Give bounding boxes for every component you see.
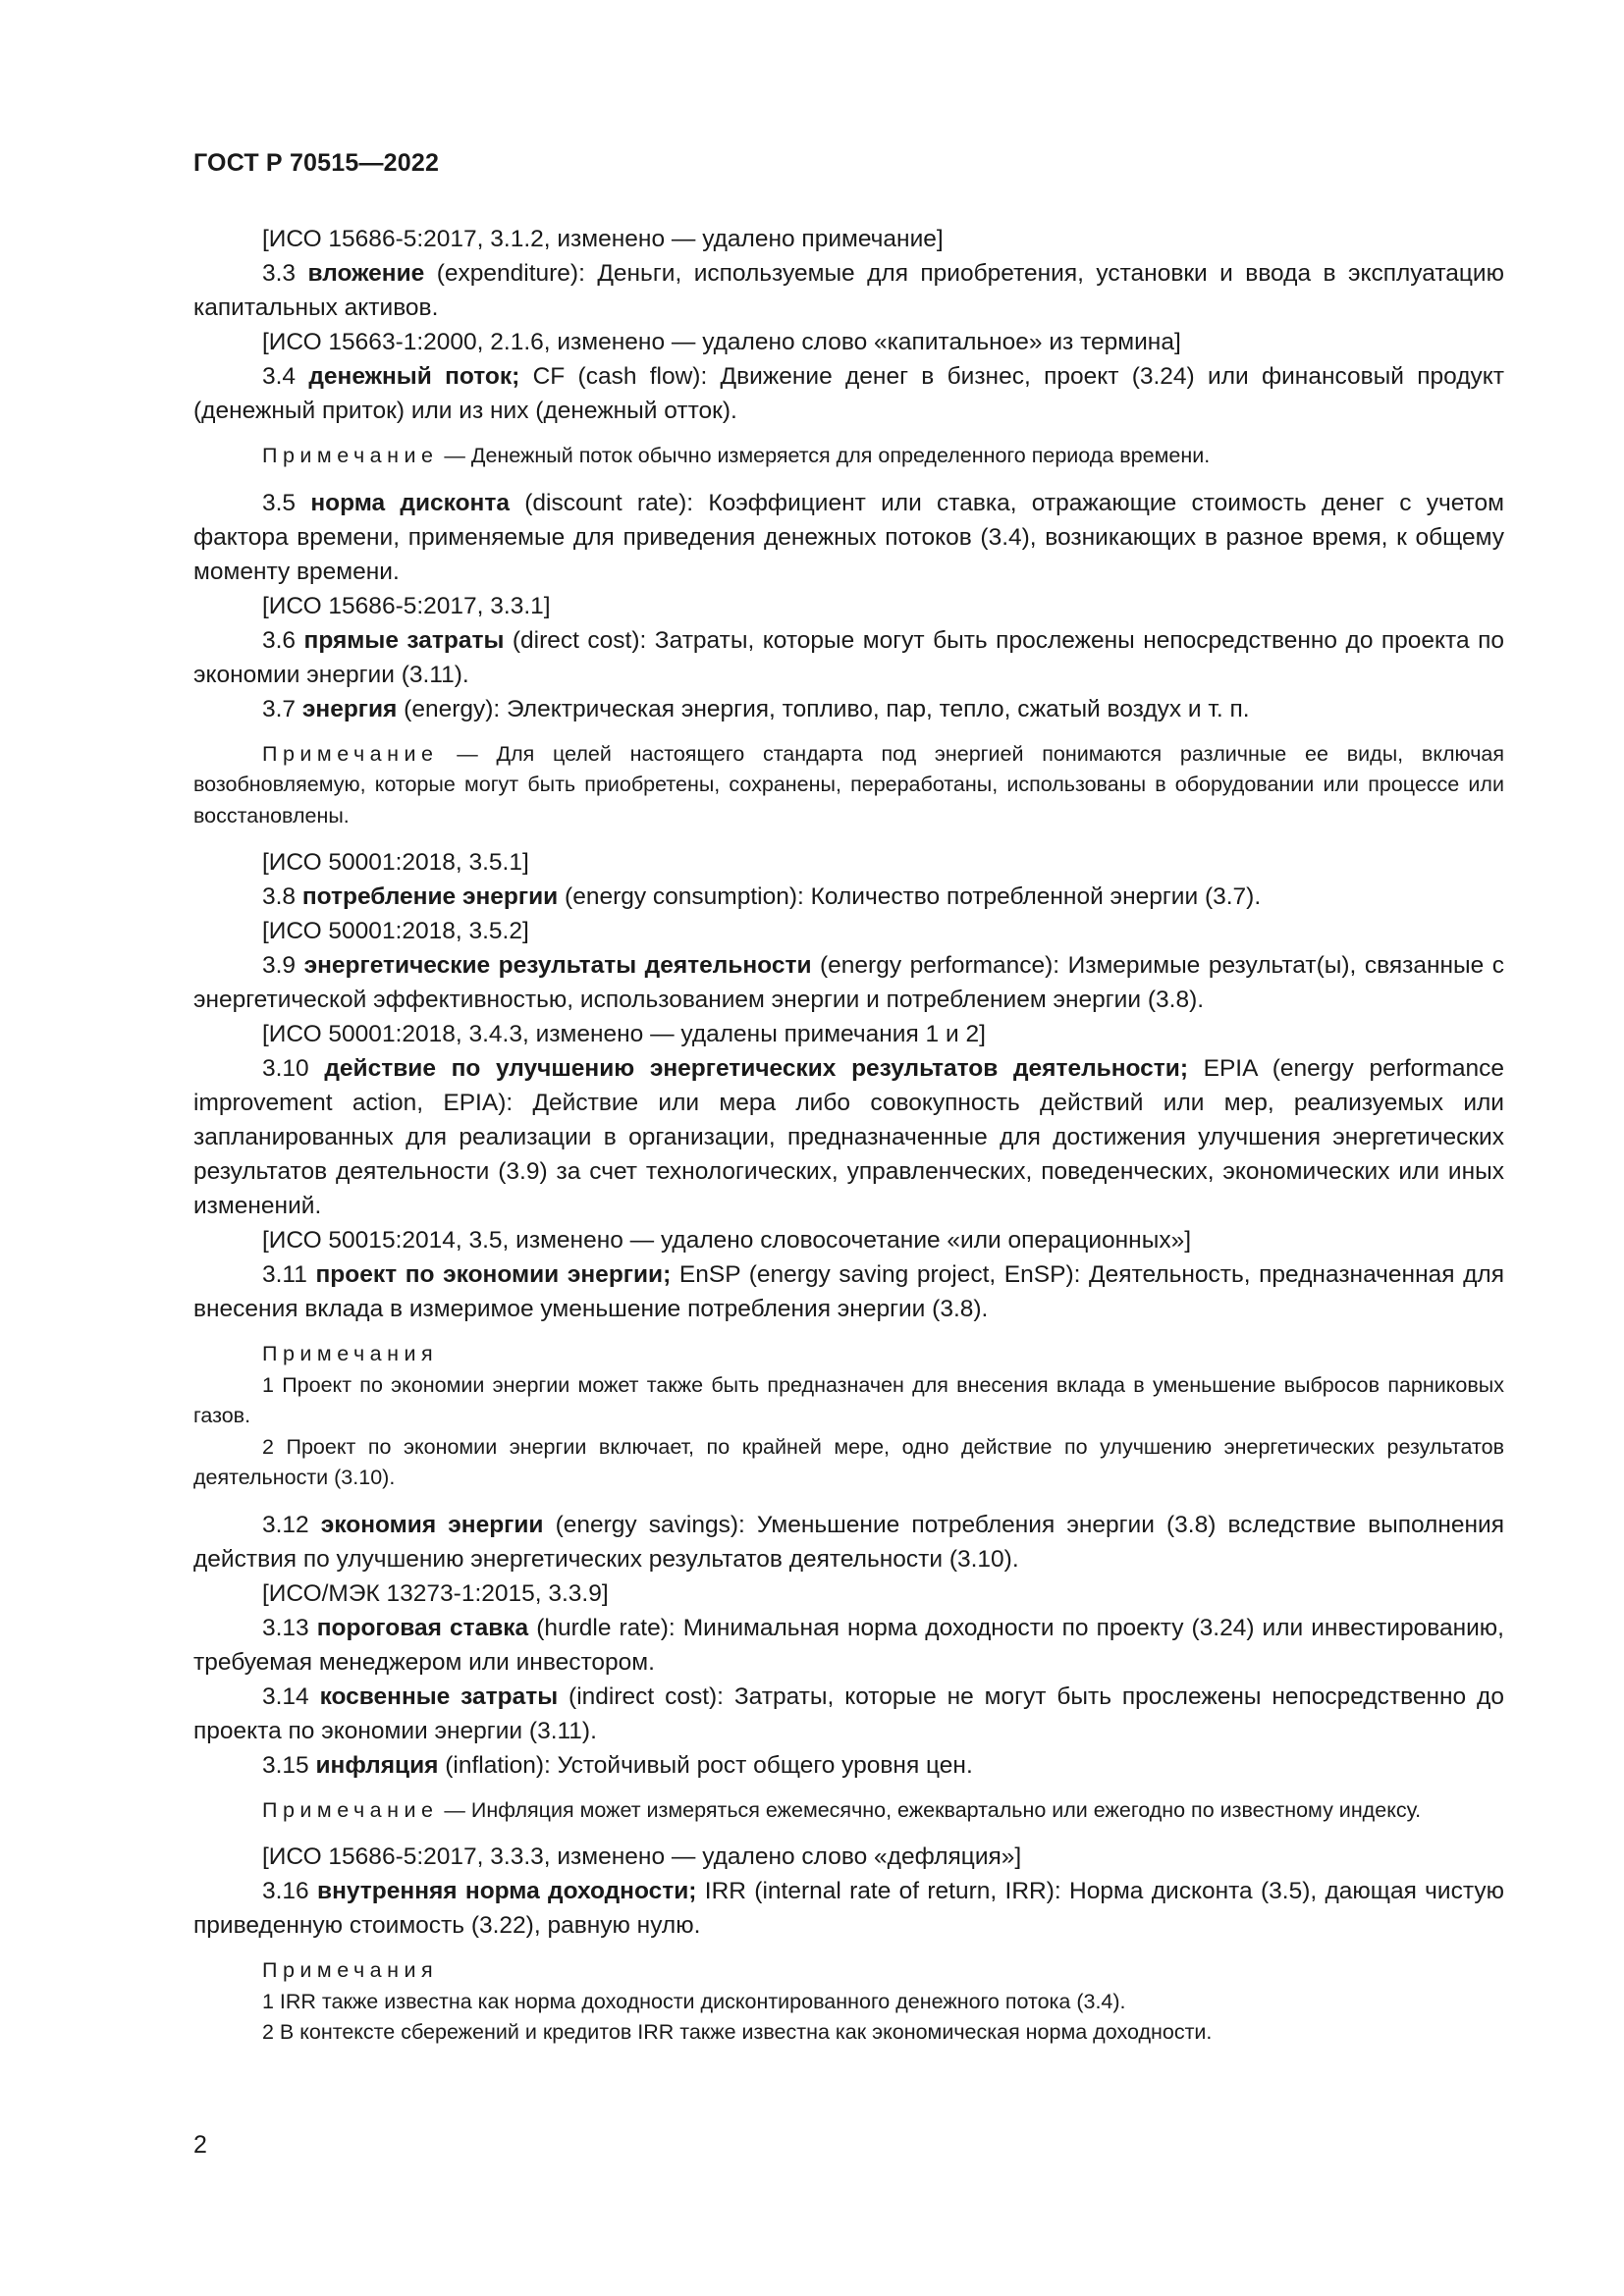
term-definition: EnSP (energy saving project, EnSP): Деятельность, предназначенная для внесения вклада в измеримое уменьшение потребления энергии (3.8). xyxy=(193,1261,1504,1322)
term-definition: IRR (internal rate of return, IRR): Норма дисконта (3.5), дающая чистую приведенную стоимость (3.22), равную нулю. xyxy=(193,1878,1504,1939)
term-number: 3.8 xyxy=(262,883,297,910)
notes-heading xyxy=(193,1339,1504,1370)
term-entry xyxy=(193,1874,1504,1943)
term-name: экономия энергии xyxy=(320,1511,544,1538)
term-name: прямые затраты xyxy=(303,626,505,654)
term-number: 3.15 xyxy=(262,1751,309,1779)
note-item: 2 Проект по экономии энергии включает, по крайней мере, одно действие по улучшению энергетических результатов деятельности (3.10). xyxy=(193,1434,1504,1489)
term-definition: (expenditure): Деньги, используемые для приобретения, установки и ввода в эксплуатацию капитальных активов. xyxy=(193,260,1504,321)
term-number: 3.16 xyxy=(262,1878,309,1904)
term-entry xyxy=(193,359,1504,428)
term-entry xyxy=(193,948,1504,1017)
term-definition: EPIA (energy performance improvement action, EPIA): Действие или мера либо совокупность действий или мер, реализуемых или запланированных для реализации в организации, предназначенные для достижения улучшения энергетических результатов деятельности (3.9) за счет технологических, управленческих, поведенческих, экономических или иных изменений. xyxy=(193,1055,1504,1219)
term-number: 3.10 xyxy=(262,1055,309,1082)
term-number: 3.7 xyxy=(262,695,297,722)
reference: [ИСО 50001:2018, 3.5.1] xyxy=(262,849,529,876)
term-definition: (direct cost): Затраты, которые могут быть прослежены непосредственно до проекта по экономии энергии (3.11). xyxy=(193,626,1504,688)
reference: [ИСО 15686-5:2017, 3.1.2, изменено — удалено примечание] xyxy=(262,226,944,252)
note-block xyxy=(193,441,1504,472)
reference: [ИСО 15663-1:2000, 2.1.6, изменено — удалено слово «капитальное» из термина] xyxy=(262,329,1181,355)
term-number: 3.14 xyxy=(262,1682,309,1710)
term-definition: (hurdle rate): Минимальная норма доходности по проекту (3.24) или инвестированию, требуемая менеджером или инвестором. xyxy=(193,1614,1504,1676)
document-body xyxy=(193,222,1504,2062)
notes-block xyxy=(193,1339,1504,1494)
note-label: Примечание xyxy=(262,1797,439,1822)
term-name: потребление энергии xyxy=(301,883,559,910)
term-name: инфляция xyxy=(315,1751,439,1779)
term-definition: (energy consumption): Количество потребленной энергии (3.7). xyxy=(558,883,1262,910)
term-number: 3.13 xyxy=(262,1614,309,1641)
term-entry xyxy=(193,1748,1504,1783)
note-item: 2 В контексте сбережений и кредитов IRR также известна как экономическая норма доходности. xyxy=(262,2020,1213,2044)
term-name: пороговая ставка xyxy=(316,1614,529,1641)
term-entry xyxy=(193,256,1504,325)
note-block xyxy=(193,1795,1504,1827)
term-name: внутренняя норма доходности; xyxy=(317,1878,697,1904)
term-name: энергия xyxy=(301,695,398,722)
term-definition: (inflation): Устойчивый рост общего уровня цен. xyxy=(438,1751,973,1779)
term-entry xyxy=(193,1508,1504,1576)
note-text: — Для целей настоящего стандарта под энергией понимаются различные ее виды, включая возобновляемую, которые могут быть приобретены, сохранены, переработаны, использованы в оборудовании или процессе или восстановлены. xyxy=(193,741,1504,828)
term-name: косвенные затраты xyxy=(319,1682,559,1710)
page-number: 2 xyxy=(193,2131,207,2159)
term-definition: (indirect cost): Затраты, которые не могут быть прослежены непосредственно до проекта по экономии энергии (3.11). xyxy=(193,1682,1504,1744)
note-item: 1 IRR также известна как норма доходности дисконтированного денежного потока (3.4). xyxy=(262,1989,1126,2013)
term-number: 3.4 xyxy=(262,363,297,390)
notes-label: Примечания xyxy=(262,1958,439,1982)
term-entry xyxy=(193,880,1504,914)
term-number: 3.12 xyxy=(262,1511,309,1538)
notes-heading xyxy=(193,1955,1504,1987)
term-entry xyxy=(193,1257,1504,1326)
term-name: проект по экономии энергии; xyxy=(315,1261,672,1288)
term-number: 3.11 xyxy=(262,1261,307,1288)
term-name: денежный поток; xyxy=(308,363,520,390)
term-definition: CF (cash flow): Движение денег в бизнес, проект (3.24) или финансовый продукт (денежный приток) или из них (денежный отток). xyxy=(193,363,1504,424)
note xyxy=(193,441,1504,472)
term-definition: (discount rate): Коэффициент или ставка, отражающие стоимость денег с учетом фактора времени, применяемые для приведения денежных потоков (3.4), возникающих в разное время, к общему моменту времени. xyxy=(193,489,1504,585)
term-number: 3.5 xyxy=(262,489,297,516)
reference: [ИСО 15686-5:2017, 3.3.1] xyxy=(262,592,551,619)
term-number: 3.9 xyxy=(262,952,297,979)
note-label: Примечание xyxy=(262,741,439,766)
term-entry xyxy=(193,1680,1504,1748)
term-number: 3.3 xyxy=(262,260,297,287)
note-text: — Денежный поток обычно измеряется для определенного периода времени. xyxy=(438,444,1211,467)
note-block xyxy=(193,739,1504,832)
document-designation: ГОСТ Р 70515—2022 xyxy=(193,149,440,177)
notes-block xyxy=(193,1955,1504,2049)
term-definition: (energy savings): Уменьшение потребления энергии (3.8) вследствие выполнения действия по улучшению энергетических результатов деятельности (3.10). xyxy=(193,1511,1504,1573)
reference: [ИСО/МЭК 13273-1:2015, 3.3.9] xyxy=(262,1579,609,1607)
term-entry xyxy=(193,1051,1504,1223)
note xyxy=(193,1795,1504,1827)
reference: [ИСО 50001:2018, 3.5.2] xyxy=(262,918,529,944)
term-number: 3.6 xyxy=(262,626,297,654)
note-text: — Инфляция может измеряться ежемесячно, ежеквартально или ежегодно по известному индексу. xyxy=(438,1797,1422,1822)
note-item: 1 Проект по экономии энергии может также быть предназначен для внесения вклада в уменьшение выбросов парниковых газов. xyxy=(193,1372,1504,1427)
term-name: норма дисконта xyxy=(310,489,510,516)
term-name: энергетические результаты деятельности xyxy=(303,952,812,979)
note-label: Примечание xyxy=(262,444,439,467)
term-entry xyxy=(193,692,1504,726)
note xyxy=(193,739,1504,832)
reference: [ИСО 50015:2014, 3.5, изменено — удалено словосочетание «или операционных»] xyxy=(262,1227,1192,1254)
notes-label: Примечания xyxy=(262,1342,439,1365)
reference: [ИСО 15686-5:2017, 3.3.3, изменено — удалено слово «дефляция»] xyxy=(262,1843,1022,1870)
term-name: действие по улучшению энергетических результатов деятельности; xyxy=(324,1055,1188,1082)
term-name: вложение xyxy=(307,260,425,287)
reference: [ИСО 50001:2018, 3.4.3, изменено — удалены примечания 1 и 2] xyxy=(262,1021,986,1047)
term-entry xyxy=(193,1611,1504,1680)
term-definition: (energy): Электрическая энергия, топливо, пар, тепло, сжатый воздух и т. п. xyxy=(397,695,1250,722)
term-entry xyxy=(193,486,1504,589)
term-definition: (energy performance): Измеримые результат(ы), связанные с энергетической эффективностью, использованием энергии и потреблением энергии (3.8). xyxy=(193,952,1505,1013)
term-entry xyxy=(193,623,1504,692)
